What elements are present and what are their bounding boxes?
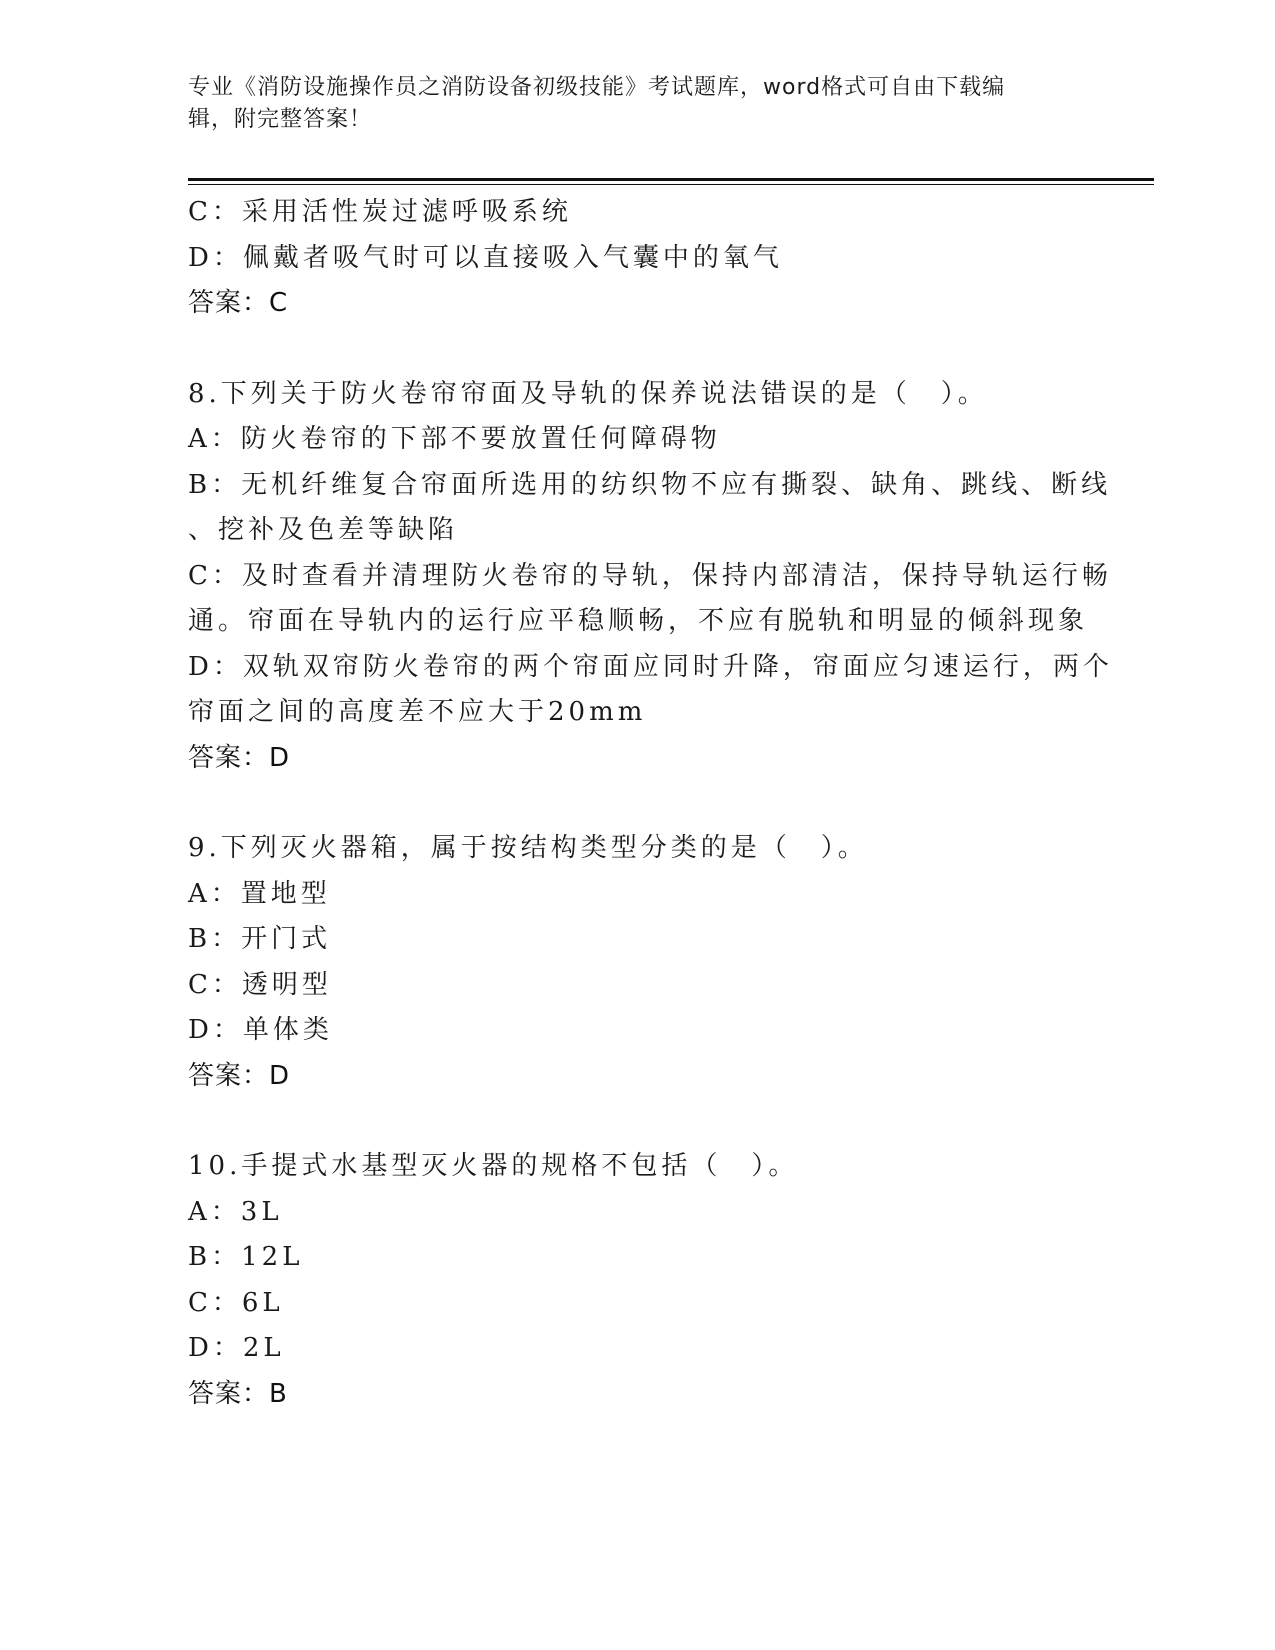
question-10-answer: 答案：B <box>188 1378 288 1409</box>
header-text-line-1: 专业《消防设施操作员之消防设备初级技能》考试题库，word格式可自由下载编 <box>188 75 1006 100</box>
question-9-answer: 答案：D <box>188 1060 291 1091</box>
question-9-text: 9.下列灭火器箱，属于按结构类型分类的是（ ）。 <box>188 833 868 863</box>
question-9-option-d: D：单体类 <box>188 1015 333 1045</box>
question-8-option-d-line-2: 帘面之间的高度差不应大于20mm <box>188 697 647 727</box>
question-8-block <box>188 372 1113 782</box>
question-10-option-c: C：6L <box>188 1287 284 1318</box>
question-8-option-c-line-2: 通。帘面在导轨内的运行应平稳顺畅，不应有脱轨和明显的倾斜现象 <box>188 606 1089 636</box>
question-8-option-d-line-1: D：双轨双帘防火卷帘的两个帘面应同时升降，帘面应匀速运行，两个 <box>188 651 1113 682</box>
document-header <box>188 72 1078 136</box>
question-8-text: 8.下列关于防火卷帘帘面及导轨的保养说法错误的是（ ）。 <box>188 378 988 409</box>
question-8-option-c-line-1: C：及时查看并清理防火卷帘的导轨，保持内部清洁，保持导轨运行畅 <box>188 560 1112 591</box>
header-rule-thick <box>188 178 1154 181</box>
question-9-option-a: A：置地型 <box>188 878 331 909</box>
question-10-option-a: A：3L <box>188 1196 283 1227</box>
question-9-option-c: C：透明型 <box>188 969 332 1000</box>
prev-answer: 答案：C <box>188 288 289 318</box>
header-text-line-2: 辑，附完整答案！ <box>188 107 373 132</box>
question-10-option-d: D：2L <box>188 1333 285 1363</box>
question-9-block <box>188 826 1088 1099</box>
prev-option-c: C：采用活性炭过滤呼吸系统 <box>188 197 572 227</box>
question-8-option-a: A：防火卷帘的下部不要放置任何障碍物 <box>188 424 721 454</box>
question-8-option-b-line-1: B：无机纤维复合帘面所选用的纺织物不应有撕裂、缺角、跳线、断线 <box>188 469 1112 500</box>
spacer <box>188 781 1088 826</box>
question-8-answer: 答案：D <box>188 742 291 773</box>
question-8-option-b-line-2: 、挖补及色差等缺陷 <box>188 515 459 545</box>
prev-question-block <box>188 190 1088 327</box>
prev-option-d: D：佩戴者吸气时可以直接吸入气囊中的氧气 <box>188 242 783 273</box>
spacer <box>188 327 1088 372</box>
spacer <box>188 1099 1088 1144</box>
question-10-option-b: B：12L <box>188 1242 304 1272</box>
header-rule-thin <box>188 184 1154 185</box>
question-list <box>188 190 1113 1417</box>
question-10-block <box>188 1144 1088 1417</box>
question-10-text: 10.手提式水基型灭火器的规格不包括（ ）。 <box>188 1151 799 1181</box>
question-9-option-b: B：开门式 <box>188 924 332 954</box>
